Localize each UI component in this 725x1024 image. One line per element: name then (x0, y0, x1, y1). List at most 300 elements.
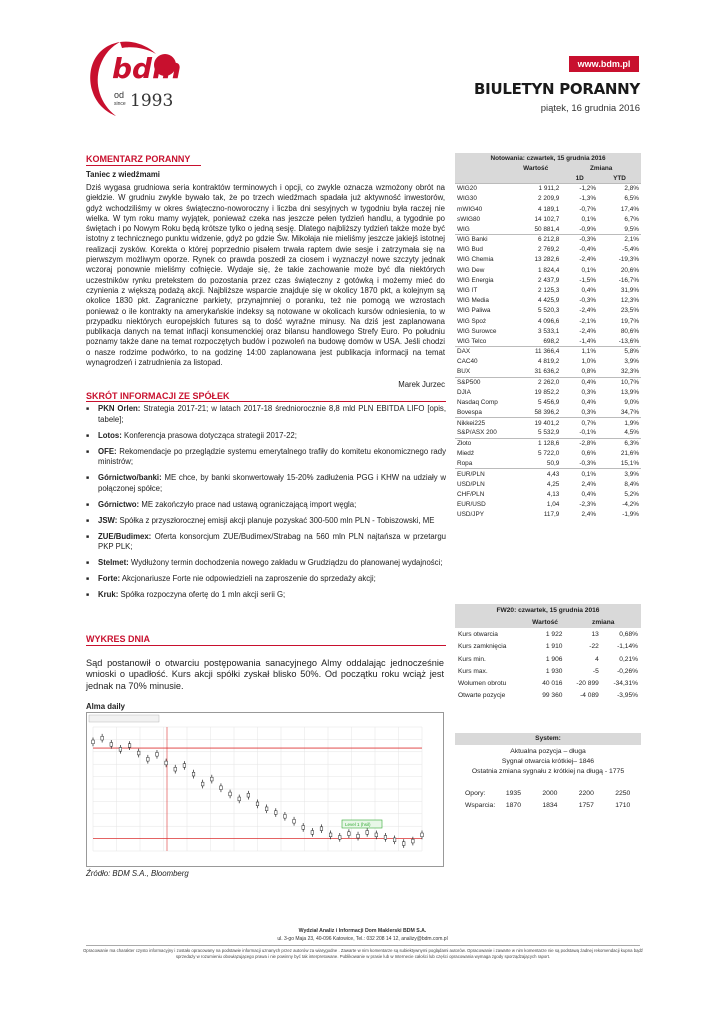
logo-text: bdm (112, 52, 182, 85)
bulletin-title: BIULETYN PORANNY (474, 80, 640, 98)
news-item (86, 473, 446, 494)
quote-row (455, 336, 641, 346)
quote-change-1d: -0,9% (579, 225, 597, 233)
komentarz-author: Marek Jurzec (398, 380, 445, 389)
quote-change-1d: 0,4% (561, 377, 598, 387)
quote-name: Nikkei225 (455, 418, 510, 428)
fw20-row (455, 628, 641, 640)
quote-change-ytd: 17,4% (620, 205, 639, 213)
quote-change-1d: -0,3% (579, 297, 597, 305)
quote-change-ytd: 1,9% (598, 418, 641, 428)
candle-body (320, 827, 323, 831)
komentarz-underline (86, 165, 201, 166)
quote-change-ytd: 80,6% (620, 327, 639, 335)
quote-change-ytd: 12,3% (620, 297, 639, 305)
fw20-value: 0,21% (619, 655, 638, 663)
quote-row (455, 469, 641, 479)
fw20-value: -20 899 (576, 680, 599, 688)
col-1d: 1D (575, 174, 584, 182)
news-text: Strategia 2017-21; w latach 2017-18 średniorocznie 8,8 mld PLN EBITDA LIFO [opis, tabele]; (98, 404, 446, 424)
fw20-value: 1 910 (545, 643, 563, 651)
quote-row (455, 296, 641, 306)
candle-body (302, 826, 305, 830)
quote-change-ytd: 8,4% (624, 480, 639, 488)
quote-row (455, 326, 641, 336)
quote-row (455, 214, 641, 224)
candle-body (393, 838, 396, 842)
quote-name: Ropa (457, 459, 473, 467)
fw20-header: FW20: czwartek, 15 grudnia 2016 (455, 604, 641, 616)
quote-name: DAX (455, 347, 510, 357)
candle-body (421, 833, 424, 837)
fw20-label: Kurs otwarcia (458, 630, 498, 638)
news-item (86, 404, 446, 425)
candle-body (274, 811, 277, 815)
quote-name: WIG Energia (457, 276, 494, 284)
quote-name: WIG Paliwa (457, 307, 491, 315)
quote-change-1d: -0,3% (561, 235, 598, 245)
fw20-value: 4 (595, 655, 599, 663)
fw20-row (455, 653, 641, 665)
candle-body (201, 782, 204, 786)
quote-value: 4 096,6 (538, 317, 560, 325)
quote-change-1d: -2,1% (579, 317, 597, 325)
candle-body (220, 786, 223, 790)
candle-body (402, 842, 405, 846)
fw20-value: -1,14% (617, 643, 638, 651)
quote-row (455, 448, 641, 458)
candle-body (238, 797, 241, 801)
quote-change-ytd: 5,8% (598, 347, 641, 357)
quote-row (455, 408, 641, 418)
quote-row (455, 428, 641, 438)
fw20-value: -4 089 (580, 692, 599, 700)
wykres-body: Sąd postanowił o otwarciu postępowania sanacyjnego Almy oddalając jednocześnie wnioski o upadłość. Kurs akcji spółki zyskał blisko 50%. Od początku roku wciąż jest jednak na 70% minusie. (86, 658, 444, 691)
legend-strip (89, 715, 159, 722)
candle-body (110, 743, 113, 747)
fw20-value: -3,95% (617, 692, 638, 700)
quote-row (455, 387, 641, 397)
quote-change-ytd: 32,3% (620, 368, 639, 376)
candle-body (247, 793, 250, 797)
fw20-row (455, 690, 641, 702)
quote-row (455, 275, 641, 285)
fw20-value: 40 016 (542, 680, 563, 688)
candle-body (183, 764, 186, 768)
quote-value: 2 209,9 (538, 195, 560, 203)
quote-change-ytd: -16,7% (618, 276, 639, 284)
quote-change-1d: -0,4% (579, 246, 597, 254)
quote-name: WIG Bud (457, 246, 483, 254)
opory-label: Opory: (465, 789, 486, 797)
news-item (86, 447, 446, 468)
quote-row (455, 265, 641, 275)
quote-change-ytd: 9,5% (624, 225, 639, 233)
opor-value: 2250 (615, 789, 631, 797)
quote-change-ytd: 2,8% (598, 184, 641, 194)
system-header: System: (455, 733, 641, 745)
news-text: Oferta konsorcjum ZUE/Budimex/Strabag na 560 mln PLN najtańsza w przetargu PKP PLK; (98, 531, 446, 551)
chart-source: Źródło: BDM S.A., Bloomberg (86, 869, 189, 878)
quote-value: 5 520,3 (538, 307, 560, 315)
quote-name: CHF/PLN (457, 490, 485, 498)
quote-name: WIG Chemia (457, 256, 494, 264)
opor-value: 2000 (542, 789, 558, 797)
fw20-value: 1 922 (545, 630, 563, 638)
news-text: ME zakończyło prace nad ustawą ograniczającą import węgla; (139, 499, 357, 509)
quote-row (455, 489, 641, 499)
candle-body (284, 814, 287, 818)
quote-change-1d: -2,4% (579, 307, 597, 315)
candle-body (174, 767, 177, 771)
quote-change-1d: -1,4% (579, 337, 597, 345)
annotation-label: Level 1 (hsil) (345, 822, 371, 827)
quote-row (455, 245, 641, 255)
quote-change-1d: -0,3% (579, 459, 597, 467)
quote-value: 5 532,9 (538, 429, 560, 437)
quote-name: WIG Telco (457, 337, 487, 345)
footer-company: Wydział Analiz i Informacji Dom Maklerski BDM S.A. (298, 928, 427, 934)
quote-name: Nasdaq Comp (457, 399, 498, 407)
quote-value: 58 396,2 (534, 409, 560, 417)
quote-change-1d: 2,4% (581, 511, 597, 519)
quote-value: 698,2 (543, 337, 560, 345)
quote-value: 1 911,2 (510, 184, 561, 194)
candle-body (128, 744, 131, 748)
fw20-value: -34,31% (613, 680, 638, 688)
quote-value: 14 102,7 (534, 215, 560, 223)
fw20-label: Kurs zamknięcia (458, 643, 507, 651)
fw20-label: Kurs min. (458, 655, 486, 663)
notowania-header: Notowania: czwartek, 15 grudnia 2016 (455, 153, 641, 163)
quote-value: 11 366,4 (510, 347, 561, 357)
footer-address: ul. 3-go Maja 23, 40-096 Katowice, Tel.: 032 208 14 12, analizy@bdm.com.pl (277, 936, 448, 942)
logo-since: since (114, 101, 126, 107)
quote-change-ytd: 3,9% (624, 358, 639, 366)
quote-row (455, 255, 641, 265)
quote-name: USD/PLN (457, 480, 485, 488)
quote-row (455, 499, 641, 509)
notowania-table (455, 153, 641, 520)
news-item (86, 590, 446, 601)
quote-change-ytd: 20,6% (620, 266, 639, 274)
quote-row (455, 479, 641, 489)
quote-change-1d: 2,4% (581, 480, 597, 488)
fw20-value: 1 906 (545, 655, 563, 663)
quote-row (455, 204, 641, 214)
fw20-label: Kurs max. (458, 667, 488, 675)
fw20-value: -5 (592, 667, 599, 675)
quote-name: sWIG80 (457, 215, 481, 223)
candle-body (229, 792, 232, 796)
fw20-value: -0,26% (617, 667, 638, 675)
quote-change-ytd: 23,5% (620, 307, 639, 315)
quote-change-ytd: 4,5% (624, 429, 639, 437)
news-text: Spółka rozpoczyna ofertę do 1 mln akcji serii G; (118, 590, 286, 599)
fw20-col-zmiana: zmiana (592, 618, 615, 626)
quote-name: USD/JPY (457, 511, 484, 519)
quote-change-1d: 0,1% (581, 266, 597, 274)
candle-body (338, 836, 341, 840)
quote-change-ytd: 21,6% (620, 450, 639, 458)
candle-body (256, 802, 259, 806)
quote-value: 5 456,9 (538, 399, 560, 407)
quote-value: 1,04 (546, 500, 560, 508)
quote-row (455, 510, 641, 520)
quote-row (455, 347, 641, 357)
quote-row (455, 306, 641, 316)
levels-table (455, 787, 641, 811)
quote-name: WIG Banki (455, 235, 510, 245)
quote-value: 1 824,4 (538, 266, 560, 274)
skrot-underline (86, 401, 446, 402)
quote-row (455, 418, 641, 428)
quote-name: EUR/PLN (455, 469, 510, 479)
news-item (86, 431, 446, 442)
fw20-value: 1 930 (545, 667, 563, 675)
news-company: PKN Orlen: (98, 404, 141, 413)
quote-row (455, 438, 641, 448)
candle-body (165, 761, 168, 765)
news-item (86, 558, 446, 569)
quote-change-ytd: 6,3% (598, 438, 641, 448)
quote-value: 50,9 (546, 459, 560, 467)
quote-change-ytd: 34,7% (620, 409, 639, 417)
col-ytd: YTD (613, 174, 626, 182)
logo-od: od (114, 90, 125, 100)
quote-name: WIG30 (457, 195, 477, 203)
wsparcie-value: 1757 (578, 801, 594, 809)
quote-change-1d: 0,7% (561, 418, 598, 428)
news-text: Wydłużony termin dochodzenia nowego zakładu w Grudziądzu do planowanej wydajności; (128, 558, 443, 567)
quote-value: 5 722,0 (538, 450, 560, 458)
quote-value: 2 769,2 (538, 246, 560, 254)
notowania-panel (455, 153, 641, 520)
news-company: ZUE/Budimex: (98, 531, 152, 541)
quote-row (455, 285, 641, 295)
quote-value: 4 425,9 (538, 297, 560, 305)
quote-row (455, 398, 641, 408)
quote-change-1d: 0,4% (581, 490, 597, 498)
news-company: OFE: (98, 446, 117, 456)
fw20-value: 0,68% (619, 630, 638, 638)
quote-change-ytd: 5,2% (624, 490, 639, 498)
wsparcia-label: Wsparcia: (465, 801, 496, 809)
news-item (86, 532, 446, 553)
candle-body (329, 833, 332, 837)
opor-value: 2200 (578, 789, 594, 797)
quote-row (455, 367, 641, 377)
col-wartosc: Wartość (523, 164, 549, 172)
quote-name: WIG Spoż (457, 317, 487, 325)
fw20-panel (455, 604, 641, 702)
candle-body (366, 831, 369, 835)
wsparcie-value: 1710 (615, 801, 631, 809)
col-zmiana: Zmiana (589, 164, 613, 172)
quote-change-ytd: 6,7% (624, 215, 639, 223)
quote-row (455, 357, 641, 367)
fw20-value: -22 (589, 643, 599, 651)
quote-change-1d: -2,4% (579, 256, 597, 264)
quote-value: 4,13 (546, 490, 560, 498)
wykres-heading: WYKRES DNIA (86, 634, 151, 644)
quote-name: Miedź (457, 450, 475, 458)
quote-value: 2 125,3 (538, 287, 560, 295)
candle-body (211, 777, 214, 781)
quote-change-ytd: 31,9% (620, 287, 639, 295)
quote-name: BUX (457, 368, 471, 376)
quote-change-1d: 0,1% (581, 215, 597, 223)
quote-change-1d: 0,3% (581, 388, 597, 396)
quote-change-1d: -2,8% (561, 438, 598, 448)
news-text: Konferencja prasowa dotycząca strategii 2017-22; (121, 430, 297, 440)
komentarz-subtitle: Taniec z wiedźmami (86, 170, 160, 179)
quote-name: Bovespa (457, 409, 482, 417)
komentarz-body: Dziś wygasa grudniowa seria kontraktów terminowych i opcji, co zwykle oznacza wzmożony obrót na giełdzie. W grudniu zwykle bywało tak, że po trzech wiedźmach spadała już aktywność inwestorów, gdyż wchodziliśmy w okres świąteczno-noworoczny i liczba dni sesyjnych w tygodniu była raczej nie wielka. W tym roku mamy wyjątek, ponieważ czeka nas jeszcze pełen tydzień handlu, a tygodnie po świętach i po Nowym Roku będą krótsze tylko o jedną sesję. Dlatego najbliższy tydzień także może być istotny z technicznego punktu widzenie, gdyż po gdzie Św. Mikołaja nie mieliśmy jeszcze jakiejś istotnej realizacji zysków. Korekta o której poprzednio pisałem trwała raptem dwie sesje i zatrzymała się na pierwszym możliwym oporze. Rynek co prawda poszedł za ciosem i wyznaczył nowe szczyty jednak wczoraj ponownie mieliśmy cofnięcie. Wydaje się, że takie zachowanie może być dla niektórych uczestników rynku pretekstem do pozostania przez czas świąteczny z gotówką i możemy mieć do czynienia z większą podażą akcji. Najbliższe wsparcie znajduje się w okolicy 1870 pkt, a kolejnym są okolice 1830 pkt. Zagraniczne parkiety, przynajmniej o poranku, też nie pomogą we wzrostach ponieważ o ile kontrakty na amerykańskie indeksy są notowane w okolicach kursów odniesienia, to w przypadku niektórych europejskich futures są to dość wyraźne minusy. Na dziś jest zaplanowana publikacja danych na temat inflacji konsumenckiej oraz bilansu handlowego Strefy Euro. Po południu poznamy także dane na temat rozpoczętych budów i pozwoleń na budowę domów w USA. Jeśli chodzi o nasze rodzime podwórko, to na godzinę 14:00 zaplanowana jest publikacja informacji na temat wynagrodzeń i zatrudnienia za listopad. (86, 183, 445, 368)
system-panel (455, 733, 641, 833)
bdm-logo (78, 38, 193, 123)
candle-body (101, 736, 104, 740)
news-company: JSW: (98, 515, 118, 525)
quote-change-1d: 0,8% (581, 368, 597, 376)
quote-change-ytd: -4,2% (622, 500, 639, 508)
quote-row (455, 459, 641, 469)
quote-change-ytd: 15,1% (620, 459, 639, 467)
news-item (86, 574, 446, 585)
quote-change-1d: 1,0% (581, 358, 597, 366)
wsparcie-value: 1870 (505, 801, 521, 809)
quote-change-1d: 0,6% (581, 450, 597, 458)
candle-body (192, 772, 195, 776)
news-company: Kruk: (98, 590, 119, 599)
quote-name: WIG IT (457, 287, 478, 295)
quote-value: 50 881,4 (534, 225, 560, 233)
candle-body (92, 740, 95, 744)
quote-name: mWIG40 (457, 205, 483, 213)
news-company: Górnictwo/banki: (98, 473, 162, 482)
quote-value: 31 636,2 (534, 368, 560, 376)
quote-change-1d: 0,3% (581, 409, 597, 417)
quote-change-ytd: -13,6% (618, 337, 639, 345)
system-signal: Sygnał otwarcia krótkiej– 1846 (501, 758, 595, 765)
quote-change-ytd: 10,7% (598, 377, 641, 387)
candle-body (357, 834, 360, 838)
footer-disclaimer: Opracowanie ma charakter czysto informacyjny i zostało opracowany na podstawie informacji uznanych przez autorów za wiarygodne . Zawarte w nim komentarze są subiektywnymi poglądami autorów. Opracowanie i zawarte w nim komentarze nie są podstawą żadnej rekomendacji kupna bądź sprzedaży w rozumieniu obowiązującego prawa i nie powinny być tak interpretowane. Publikowanie w prasie lub w Internecie całości lub części opracowania wymaga zgody sporządzających raport. (82, 948, 644, 960)
news-text: Spółka z przyszłorocznej emisji akcji planuje pozyskać 300-500 mln PLN - Tobiszowski, ME (117, 515, 435, 525)
fw20-row (455, 677, 641, 689)
candle-body (384, 836, 387, 840)
quote-value: 19 852,2 (534, 388, 560, 396)
quote-change-1d: -1,5% (579, 276, 597, 284)
candle-body (265, 807, 268, 811)
quote-value: 4,43 (510, 469, 561, 479)
candle-body (311, 831, 314, 835)
news-company: Forte: (98, 574, 121, 583)
quote-value: 1 128,6 (510, 438, 561, 448)
news-company: Stelmet: (98, 558, 129, 567)
news-company: Lotos: (98, 430, 122, 440)
quote-value: 2 437,9 (538, 276, 560, 284)
candle-body (147, 757, 150, 761)
candle-body (412, 839, 415, 843)
quote-change-ytd: 2,1% (598, 235, 641, 245)
quote-change-1d: -1,2% (561, 184, 598, 194)
news-text: ME chce, by banki skonwertowały 15-20% zadłużenia PGG i KHW na udziały w połączonej spółce; (98, 473, 446, 493)
quote-change-ytd: 13,9% (620, 388, 639, 396)
quote-change-ytd: -19,3% (618, 256, 639, 264)
fw20-label: Wolumen obrotu (458, 680, 507, 688)
website-link[interactable]: www.bdm.pl (569, 56, 639, 72)
news-item (86, 500, 446, 511)
quote-value: 4,25 (546, 480, 560, 488)
quote-row (455, 194, 641, 204)
quote-change-ytd: 6,5% (624, 195, 639, 203)
quote-value: 117,9 (543, 511, 560, 519)
quote-name: S&P/ASX 200 (457, 429, 497, 437)
quote-row (455, 235, 641, 245)
quote-change-1d: -0,1% (579, 429, 597, 437)
quote-name: WIG Media (457, 297, 489, 305)
wykres-underline (86, 645, 446, 646)
quote-value: 3 533,1 (538, 327, 560, 335)
quote-value: 2 262,0 (510, 377, 561, 387)
bulletin-date: piątek, 16 grudnia 2016 (540, 103, 640, 114)
wsparcie-value: 1834 (542, 801, 558, 809)
quote-change-1d: 0,4% (581, 287, 597, 295)
news-item (86, 516, 446, 527)
quote-change-1d: -2,4% (579, 327, 597, 335)
candle-body (156, 752, 159, 756)
quote-change-1d: 1,1% (561, 347, 598, 357)
quote-change-ytd: 9,0% (624, 399, 639, 407)
skrot-list (86, 404, 446, 606)
skrot-heading: SKRÓT INFORMACJI ZE SPÓŁEK (86, 391, 230, 401)
candle-body (375, 833, 378, 837)
news-text: Rekomendacje po przeglądzie systemu emerytalnego trafiły do komitetu ekonomicznego rady ministrów; (98, 446, 446, 466)
quote-name: WIG (457, 225, 470, 233)
quote-name: WIG Dew (457, 266, 485, 274)
fw20-value: 13 (591, 630, 599, 638)
komentarz-heading: KOMENTARZ PORANNY (86, 154, 191, 164)
quote-change-1d: 0,4% (581, 399, 597, 407)
quote-row (455, 377, 641, 387)
fw20-row (455, 641, 641, 653)
quote-name: WIG Surowce (457, 327, 497, 335)
candle-body (119, 747, 122, 751)
quote-change-ytd: -5,4% (622, 246, 639, 254)
quote-name: DJIA (457, 388, 471, 396)
chart-title: Alma daily (86, 702, 125, 711)
candle-body (293, 819, 296, 823)
fw20-table (455, 604, 641, 702)
fw20-value: 99 360 (542, 692, 563, 700)
news-company: Górnictwo: (98, 499, 140, 509)
quote-row (455, 316, 641, 326)
candle-body (348, 832, 351, 836)
quote-value: 19 401,2 (510, 418, 561, 428)
fw20-row (455, 665, 641, 677)
news-text: Akcjonariusze Forte nie odpowiedzieli na zaproszenie do sprzedaży akcji; (120, 574, 376, 583)
quote-value: 4 819,2 (538, 358, 560, 366)
quote-change-1d: -0,7% (579, 205, 597, 213)
quote-change-1d: 0,1% (561, 469, 598, 479)
footer-divider (86, 945, 640, 946)
quote-name: S&P500 (455, 377, 510, 387)
quote-change-ytd: -1,9% (622, 511, 639, 519)
alma-chart (86, 712, 444, 867)
candle-body (137, 751, 140, 755)
quote-change-ytd: 19,7% (620, 317, 639, 325)
